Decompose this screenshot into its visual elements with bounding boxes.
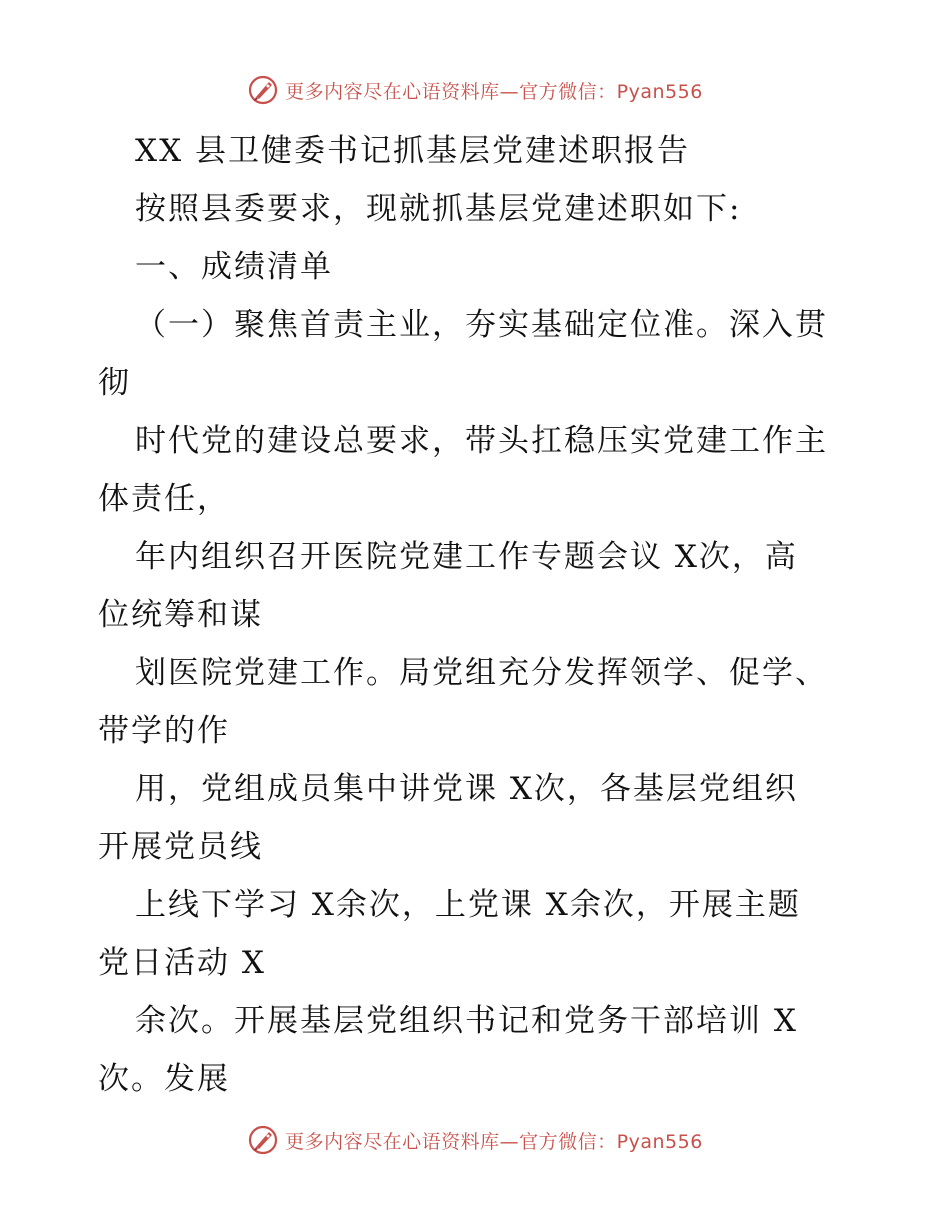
text-line: 带学的作 xyxy=(98,713,230,749)
text-line: 位统筹和谋 xyxy=(98,597,263,633)
quill-pen-logo-icon xyxy=(247,74,279,106)
text-line: 时代党的建设总要求，带头扛稳压实党建工作主 xyxy=(135,423,828,459)
header-watermark-banner xyxy=(0,70,950,110)
text-line: 次。发展 xyxy=(98,1061,230,1097)
document-title: XX 县卫健委书记抓基层党建述职报告 xyxy=(135,133,690,169)
watermark-text: 更多内容尽在心语资料库—官方微信：Pyan556 xyxy=(285,1130,703,1153)
text-line: 彻 xyxy=(98,365,131,401)
text-line: 划医院党建工作。局党组充分发挥领学、促学、 xyxy=(135,655,828,691)
text-line: （一）聚焦首责主业，夯实基础定位准。深入贯 xyxy=(135,307,828,343)
text-line: 余次。开展基层党组织书记和党务干部培训 X xyxy=(135,1003,798,1039)
text-line: 按照县委要求，现就抓基层党建述职如下: xyxy=(135,191,742,227)
document-body xyxy=(98,122,858,1108)
text-line: 体责任， xyxy=(98,481,230,517)
text-line: 一、成绩清单 xyxy=(135,249,333,285)
footer-watermark-banner xyxy=(0,1120,950,1160)
text-line: 上线下学习 X余次，上党课 X余次，开展主题 xyxy=(135,887,801,923)
text-line: 开展党员线 xyxy=(98,829,263,865)
text-line: 用，党组成员集中讲党课 X次，各基层党组织 xyxy=(135,771,798,807)
watermark-text: 更多内容尽在心语资料库—官方微信：Pyan556 xyxy=(285,80,703,103)
text-line: 党日活动 X xyxy=(98,945,266,981)
text-line: 年内组织召开医院党建工作专题会议 X次，高 xyxy=(135,539,798,575)
quill-pen-logo-icon xyxy=(247,1124,279,1156)
